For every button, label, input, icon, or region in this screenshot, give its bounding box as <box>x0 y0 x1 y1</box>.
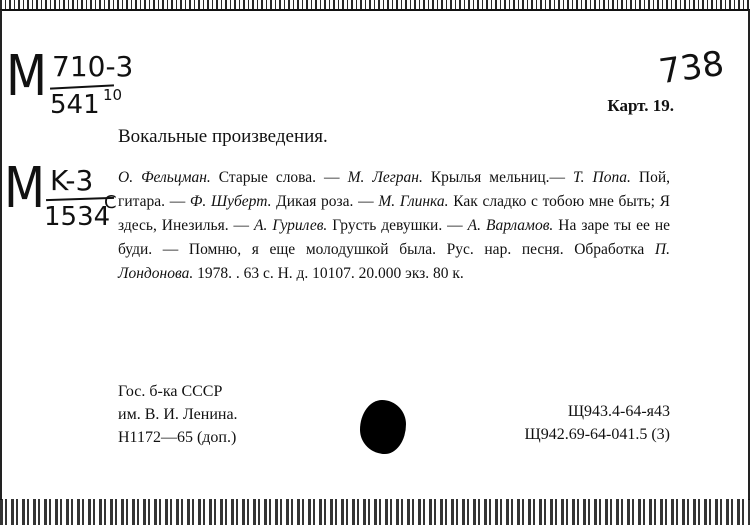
handwritten-code-1-top: 710-3 <box>52 50 134 83</box>
entry-text-4: Дикая роза. — <box>271 193 379 210</box>
author-gurilev: А. Гурилев. <box>254 217 328 234</box>
handwritten-mark-2: M <box>4 156 46 221</box>
handwritten-mark-1: M <box>6 44 46 109</box>
handwritten-code-1-sup: 10 <box>103 86 123 104</box>
card-entries <box>118 166 670 286</box>
card-number: Карт. 19. <box>607 96 674 115</box>
entry-text-2: Крылья мельниц.— <box>422 169 574 186</box>
card-title: Вокальные произведения. <box>118 126 328 147</box>
classification-codes <box>525 400 670 446</box>
perforated-bottom-edge <box>0 499 750 525</box>
library-line-3: Н1172—65 (доп.) <box>118 429 237 446</box>
library-line-1: Гос. б-ка СССР <box>118 383 223 400</box>
library-info <box>118 380 238 449</box>
author-varlamov: А. Варламов. <box>467 217 554 234</box>
handwritten-code-2-sup: C <box>104 192 117 213</box>
author-feltsman: О. Фельцман. <box>118 169 211 186</box>
left-border-line <box>0 10 2 500</box>
entry-text-1: Старые слова. — <box>210 169 348 186</box>
entry-text-3: Пой, гитара. — <box>118 169 670 210</box>
top-border-line <box>0 9 750 11</box>
entry-text-7: На заре ты ее не буди. — Помню, я еще молодушкой была. Рус. нар. песня. Обработка <box>118 217 670 258</box>
ink-blot <box>360 400 406 454</box>
entry-text-5: Как сладко с тобою мне быть; Я здесь, Инезилья. — <box>118 193 671 234</box>
entry-text-6: Грусть девушки. — <box>327 217 468 234</box>
handwritten-corner-number: 738 <box>656 43 727 93</box>
handwritten-code-2-bottom: 1534 <box>44 202 111 232</box>
handwritten-code-2-top: K-3 <box>50 164 94 197</box>
author-schubert: Ф. Шуберт. <box>189 193 272 210</box>
author-glinka: М. Глинка. <box>378 193 449 210</box>
handwritten-code-1-bottom: 541 <box>50 90 100 120</box>
author-legrand: М. Легран. <box>347 169 423 186</box>
author-popa: Т. Попа. <box>573 169 631 186</box>
classification-code-1: Щ943.4-64-я43 <box>567 403 670 420</box>
classification-code-2: Щ942.69-64-041.5 (3) <box>524 426 670 443</box>
library-line-2: им. В. И. Ленина. <box>118 406 238 423</box>
author-londonov: П. Лондонова. <box>118 241 670 282</box>
publication-details: 1978. . 63 с. Н. д. 10107. 20.000 экз. 80 к. <box>193 265 464 282</box>
